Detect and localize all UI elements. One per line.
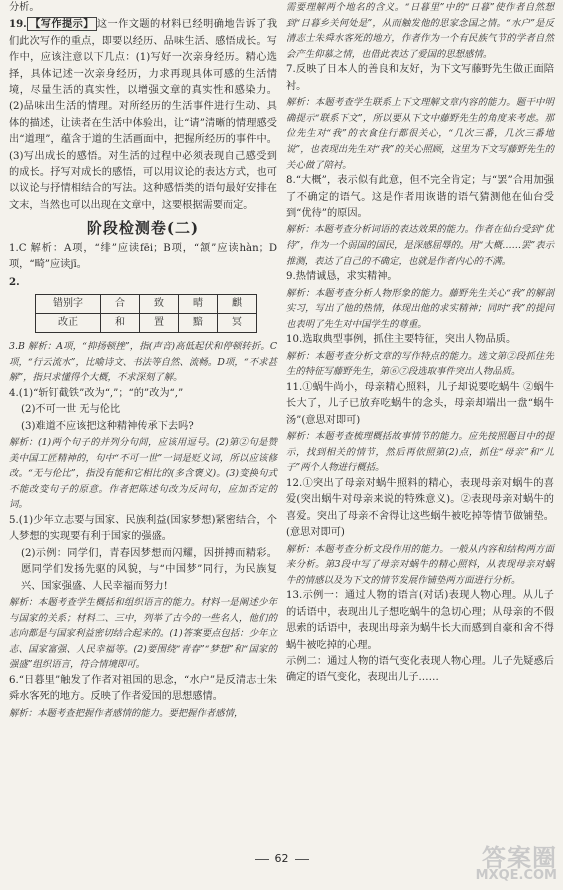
answer-13: 13.示例一：通过人物的语言(对话)表现人物心理。从儿子的话语中，表现出儿子想吃蜗牛的急切心理；从母亲的不假思索的话语中，表现出母亲为蜗牛长大而感到自豪和舍不得蜗牛被吃掉的心理。 xyxy=(286,590,554,651)
answer-6: 6.“日暮里”触发了作者对祖国的思念，“水户”是反清志士朱舜水客死的地方。反映了作者爱国的思想感情。 xyxy=(9,674,277,703)
answer-13-example-2: 示例二：通过人物的语气变化表现人物心理。儿子先疑惑后确定的语气变化，表现出儿子…… xyxy=(286,655,554,684)
answer-9: 9.热情诚恳，求实精神。 xyxy=(286,271,398,283)
answer-12: 12.①突出了母亲对蜗牛照料的精心，表现母亲对蜗牛的喜爱(突出蜗牛对母亲来说的特殊意义)。②表现母亲对蜗牛的喜爱。突出了母亲不舍得让这些蜗牛被吃掉等情节做铺垫。(意思对即可) xyxy=(286,477,554,539)
answer-12-analysis: 解析：本题考查分析文段作用的能力。一般从内容和结构两方面来分析。第3段中写了母亲对蜗牛的精心照料，从表现母亲对蜗牛的情感以及为下文的情节发展作铺垫两方面进行分析。 xyxy=(286,543,554,586)
answer-7: 7.反映了日本人的善良和友好，为下文写藤野先生做正面陪衬。 xyxy=(286,64,554,92)
answer-6-analysis: 解析：本题考查把握作者感情的能力。要把握作者感情， xyxy=(9,707,244,719)
writing-tip-tag: 【写作提示】 xyxy=(27,17,97,31)
paragraph: 分析。 xyxy=(9,2,40,13)
correction-table xyxy=(35,294,257,333)
table-cell: 错别字 xyxy=(36,294,101,313)
answer-8: 8.“大概”，表示似有此意，但不完全肯定；与“罢”合用加强了不确定的语气。这是作者用诙谐的语气猜测他在仙台受到“优待”的原因。 xyxy=(286,175,554,219)
answer-8-analysis: 解析：本题考查分析词语的表达效果的能力。作者在仙台受到“优待”，作为一个弱国的国民，是深感屈辱的。用“大概……罢”表示推测，表达了自己的不确定，也就是作者内心的不满。 xyxy=(286,224,554,267)
answer-10-analysis: 解析：本题考查分析文章的写作特点的能力。选文第②段抓住先生的特征写藤野先生，第⑥⑦段选取事件突出人物品质。 xyxy=(286,350,554,378)
right-column xyxy=(286,0,554,687)
table-cell: 和 xyxy=(101,313,140,332)
answer-10: 10.选取典型事例，抓住主要特征，突出人物品质。 xyxy=(286,334,517,346)
table-cell: 冥 xyxy=(218,313,257,332)
table-row xyxy=(36,294,257,313)
watermark-logo: 答案圈 xyxy=(482,844,557,872)
section-title: 阶段检测卷(二) xyxy=(86,219,200,238)
answer-6-analysis-cont: 需要理解两个地名的含义。“日暮里”中的“日暮”使作者自然想到“日暮乡关何处是”，从而触发他的思家念国之情。“水户”是反清志士朱舜水客死的地方，作者作为一个有民族气节的学者自然会产生仰慕之情，也借此表达了爱国的思想感情。 xyxy=(286,2,554,60)
answer-4-2: (2)不可一世 无与伦比 xyxy=(21,404,121,416)
left-column xyxy=(9,0,277,721)
answer-9-analysis: 解析：本题考查分析人物形象的能力。藤野先生关心“我”的解剖实习，写出了他的热情，体现出他的求实精神；同时“我”的提问也表明了先生对中国学生的尊重。 xyxy=(286,287,554,330)
answer-1: 1.C 解析：A项，“绯”应读fēi；B项，“颔”应读hàn；D项，“畸”应读jī。 xyxy=(9,242,277,271)
answer-7-analysis: 解析：本题考查学生联系上下文理解文章内容的能力。题干中明确提示“联系下文”，所以要从下文中藤野先生的角度来考虑。那位先生对“我”的衣食住行都很关心，“几次三番，几次三番地说”，也表现出先生对“我”的关心照顾，这里为下文写藤野先生的关心做了陪衬。 xyxy=(286,97,554,171)
table-cell: 黯 xyxy=(179,313,218,332)
answer-5-2: (2)示例：同学们，青春因梦想而闪耀，因拼搏而精彩。愿同学们发扬先驱的风貌，与“中国梦”同行，为民族复兴、国家强盛、人民幸福而努力! xyxy=(21,547,277,592)
answer-5-analysis: 解析：本题考查学生概括和组织语言的能力。材料一是阐述少年与国家的关系；材料二、三中，列举了古今的一些名人，他们的志向都是与国家利益密切结合起来的。(1)答案要点包括：少年立志、国家富强、人民幸福等。(2)要围绕“青春”“梦想”和“国家的强盛”组织语言，符合情境即可。 xyxy=(9,596,277,671)
page-number-text: 62 xyxy=(274,852,289,865)
question-19 xyxy=(9,16,277,214)
divider xyxy=(255,859,269,860)
table-cell: 麒 xyxy=(218,294,257,313)
table-cell: 改正 xyxy=(36,313,101,332)
table-cell: 致 xyxy=(140,294,179,313)
answer-5-1: 5.(1)少年立志要与国家、民族利益(国家梦想)紧密结合，个人梦想的实现要有利于国家的强盛。 xyxy=(9,514,277,543)
answer-4-3: (3)难道不应该把这种精神传承下去吗? xyxy=(21,420,194,432)
table-cell: 置 xyxy=(140,313,179,332)
answer-3: 3.B 解析：A项，“抑扬顿挫”，指(声音)高低起伏和停顿转折。C项，“行云流水”，比喻诗文、书法等自然、流畅。D项，“不求甚解”，指只求懂得个大概，不求深刻了解。 xyxy=(9,340,277,384)
answer-4-1: 4.(1)“斩钉截铁”改为“,”；“的”改为“,” xyxy=(9,387,184,399)
page-number xyxy=(0,852,563,865)
answer-2: 2. xyxy=(9,275,20,288)
question-19-text: 这一作文题的材料已经明确地告诉了我们此次写作的重点，即要以经历、品味生活、感悟成长。写作中，应该注意以下几点：(1)写好一次亲身经历。精心选择，具体记述一次亲身经历，力求再现具体可感的生活情境，尽量生活的真实性，以增强文章的真实性和感染力。(2)品味出生活的情理。对所经历的生活事件进行生动、具体的描述，让读者在生活中体验出，让“请”清晰的情理感受出“道理”，蕴含于道的生活画面中，把握所经历的事件中。(3)写出成长的感悟。对生活的过程中必须表现自己感受到的成长。抒写对成长的感悟，可以用议论的表达方式，也可以议论与抒情相结合的写法。这种感悟类的语句最好安排在文末，当然也可以出现在文章中，这要根据需要而定。 xyxy=(9,19,278,211)
answer-4-analysis: 解析：(1)两个句子的并列分句间，应该用逗号。(2)第②句是赞美中国工匠精神的，句中“不可一世”一词是贬义词，所以应该修改。“无与伦比”，指没有能和它相比的(多含褒义)。(3)变换句式不能改变句子的原意。作者把陈述句改为反问句，应加否定的词。 xyxy=(9,436,277,511)
answer-11: 11.①蜗牛尚小，母亲精心照料，儿子却说要吃蜗牛 ②蜗牛长大了，儿子已放弃吃蜗牛的念头，母亲却端出一盘“蜗牛汤”(意思对即可) xyxy=(286,381,554,426)
watermark-url: MXQE.COM xyxy=(475,868,557,883)
table-row xyxy=(36,313,257,332)
divider xyxy=(295,859,309,860)
table-cell: 合 xyxy=(101,294,140,313)
table-cell: 晴 xyxy=(179,294,218,313)
question-number: 19. xyxy=(9,18,27,31)
answer-11-analysis: 解析：本题考查梳理概括故事情节的能力。应先按照题目中的提示，找到相关的情节，然后再依照第(2)点，抓住“母亲”和“儿子”两个人物进行概括。 xyxy=(286,431,554,474)
